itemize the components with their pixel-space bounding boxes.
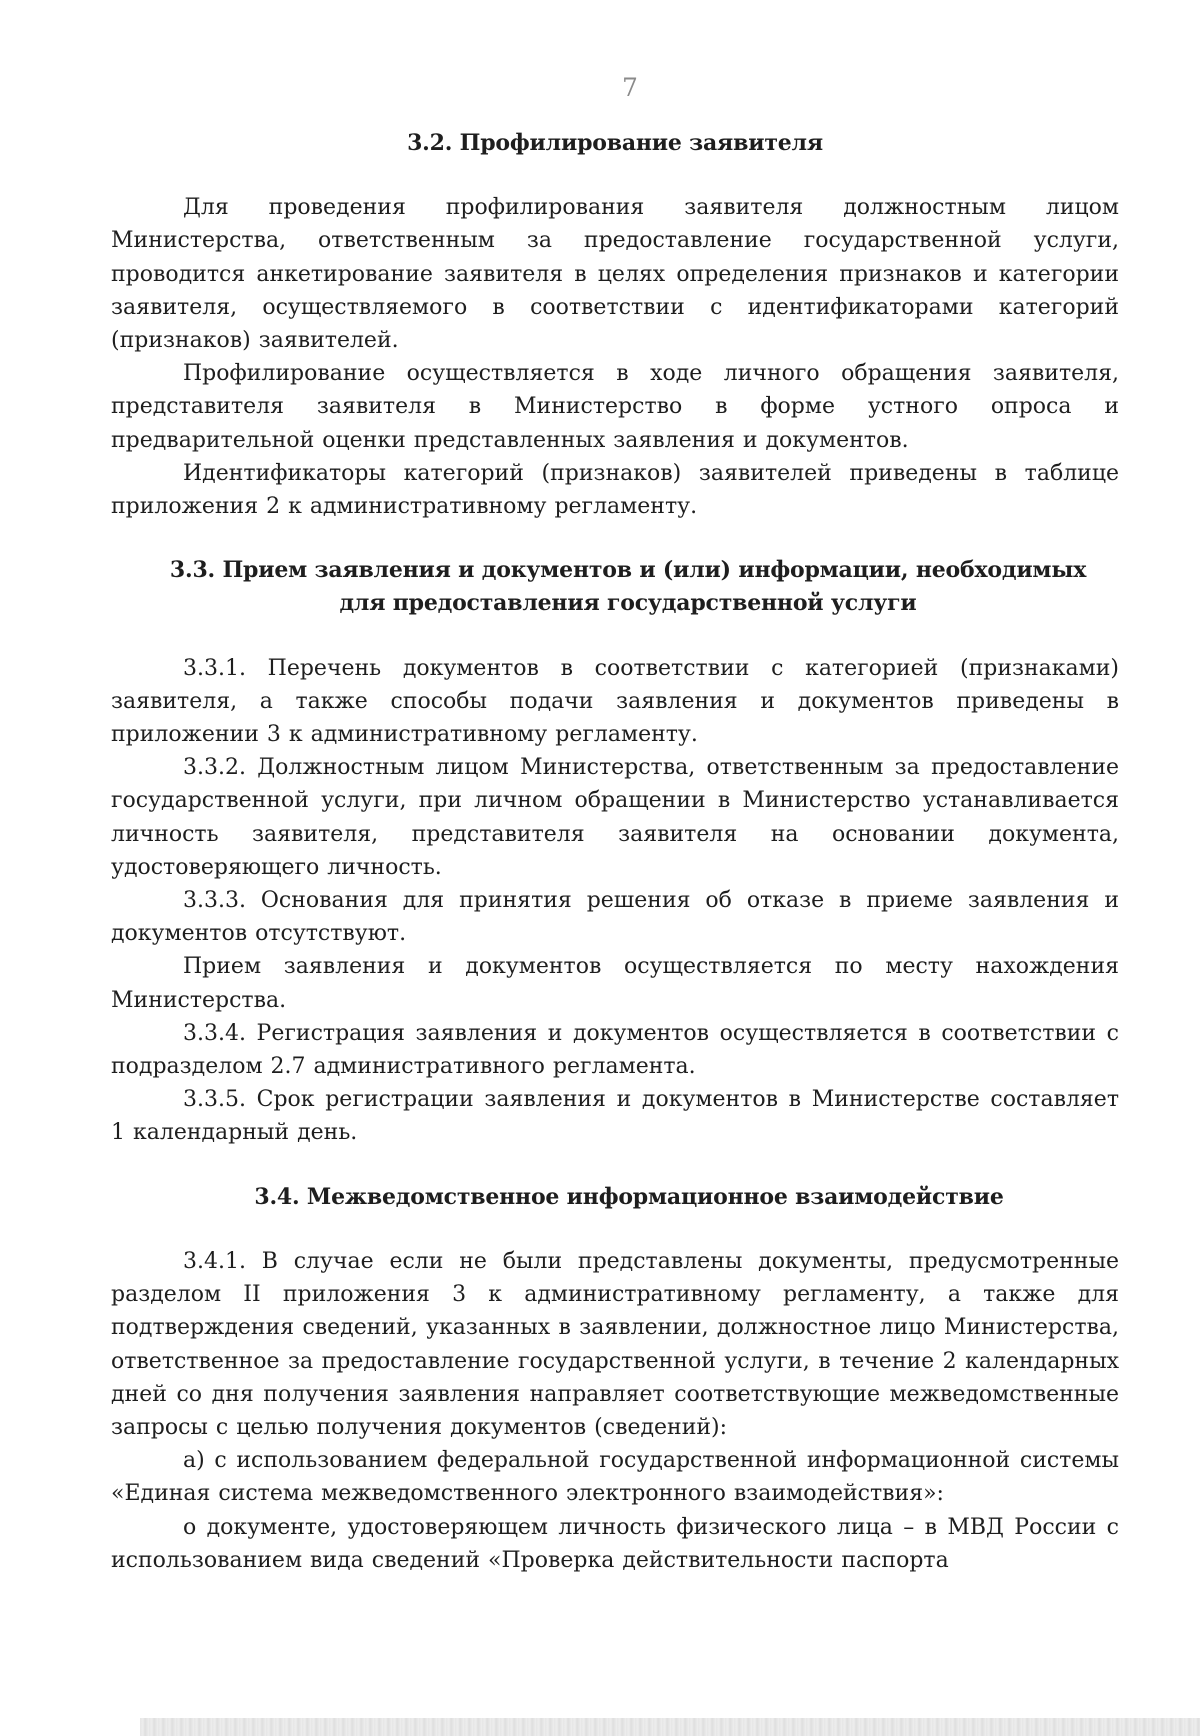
paragraph: 3.3.4. Регистрация заявления и документов осуществляется в соответствии с подразделом 2.7 административного регламента.: [111, 1020, 1119, 1080]
paragraph: 3.3.2. Должностным лицом Министерства, ответственным за предоставление государственной услуги, при личном обращении в Министерство устанавливается личность заявителя, представителя заявителя на основании документа, удостоверяющего личность.: [111, 755, 1119, 880]
paragraph: о документе, удостоверяющем личность физического лица – в МВД России с использованием вида сведений «Проверка действительности паспорта: [111, 1514, 1119, 1573]
section-heading-3-2: 3.2. Профилирование заявителя: [407, 130, 823, 156]
section-heading-3-3-line2: для предоставления государственной услуги: [339, 590, 917, 617]
paragraph: а) с использованием федеральной государственной информационной системы «Единая система межведомственного электронного взаимодействия»:: [111, 1448, 1119, 1507]
section-heading-3-3: [111, 554, 1119, 620]
page-number: 7: [622, 73, 638, 102]
spacer: [111, 160, 1119, 191]
paragraph: Прием заявления и документов осуществляется по месту нахождения Министерства.: [111, 954, 1119, 1013]
spacer: [111, 523, 1119, 554]
document-body: [111, 127, 1119, 1577]
paragraph: Профилирование осуществляется в ходе личного обращения заявителя, представителя заявителя в Министерство в форме устного опроса и предварительной оценки представленных заявления и документов.: [111, 361, 1119, 453]
paragraph: 3.3.5. Срок регистрации заявления и документов в Министерстве составляет 1 календарный день.: [111, 1087, 1119, 1146]
section-heading-3-4: 3.4. Межведомственное информационное взаимодействие: [254, 1183, 1004, 1210]
spacer: [111, 1150, 1119, 1181]
spacer: [111, 621, 1119, 652]
section-heading-3-3-line1: 3.3. Прием заявления и документов и (или) информации, необходимых: [169, 557, 1087, 584]
paragraph: Идентификаторы категорий (признаков) заявителей приведены в таблице приложения 2 к административному регламенту.: [111, 460, 1119, 520]
paragraph: 3.4.1. В случае если не были представлены документы, предусмотренные разделом II приложения 3 к административному регламенту, а также для подтверждения сведений, указанных в заявлении, должностное лицо Министерства, ответственное за предоставление государственной услуги, в течение 2 календарных дней со дня получения заявления направляет соответствующие межведомственные запросы с целью получения документов (сведений):: [111, 1248, 1119, 1440]
spacer: [111, 1214, 1119, 1245]
paragraph: 3.3.1. Перечень документов в соответствии с категорией (признаками) заявителя, а также способы подачи заявления и документов приведены в приложении 3 к административному регламенту.: [111, 655, 1119, 748]
scan-edge-artifact: [140, 1718, 1200, 1736]
paragraph: 3.3.3. Основания для принятия решения об отказе в приеме заявления и документов отсутствуют.: [111, 888, 1119, 947]
paragraph: Для проведения профилирования заявителя должностным лицом Министерства, ответственным за предоставление государственной услуги, проводится анкетирование заявителя в целях определения признаков и категории заявителя, осуществляемого в соответствии с идентификаторами категорий (признаков) заявителей.: [111, 195, 1119, 354]
